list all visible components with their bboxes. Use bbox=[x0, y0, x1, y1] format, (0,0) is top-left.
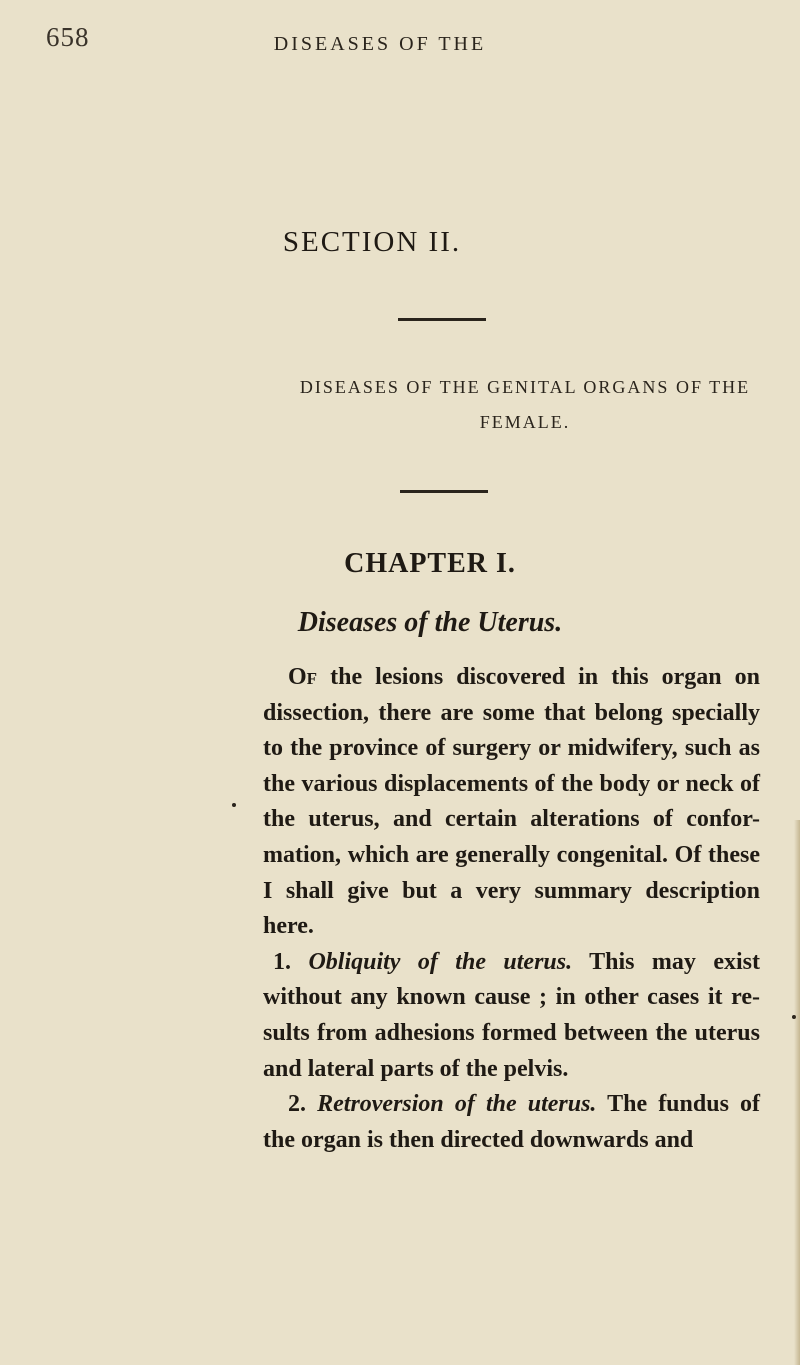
subtitle-line-2: FEMALE. bbox=[479, 412, 571, 432]
divider-rule bbox=[400, 490, 488, 493]
subtitle-line-1: DISEASES OF THE GENITAL ORGANS OF THE bbox=[299, 377, 751, 397]
margin-speck bbox=[232, 803, 236, 807]
item-title: Obliquity of the uterus. bbox=[308, 948, 573, 975]
paragraph-text: the lesions discovered in this organ on dissection, there are some that belong specially to the province of surgery or midwifery, such as the various displacements of the body or neck of the uterus, and certain alterations of confor-mation, which are generally congenital. Of these I shall give but a very summary description here. bbox=[263, 664, 760, 940]
page-edge-shadow bbox=[794, 820, 800, 1365]
body-text bbox=[263, 660, 760, 1158]
chapter-heading: CHAPTER I. bbox=[344, 548, 516, 579]
section-subtitle bbox=[250, 370, 800, 440]
list-item bbox=[263, 945, 760, 1087]
running-head: DISEASES OF THE bbox=[273, 33, 487, 55]
item-number: 1. bbox=[273, 948, 291, 975]
chapter-title: Diseases of the Uterus. bbox=[297, 607, 563, 638]
item-text: The fundus of the organ is then directed downwards and bbox=[263, 1091, 760, 1153]
section-heading: SECTION II. bbox=[282, 226, 462, 258]
item-title: Retroversion of the uterus. bbox=[317, 1091, 597, 1118]
list-item bbox=[263, 1087, 760, 1158]
item-text: This may exist without any known cause ; in other cases it re-sults from adhesions formed between the uterus and lateral parts of the pelvis. bbox=[263, 948, 760, 1082]
item-number: 2. bbox=[288, 1091, 306, 1118]
page-number: 658 bbox=[46, 22, 90, 52]
divider-rule bbox=[398, 318, 486, 321]
drop-word: Of bbox=[288, 664, 318, 690]
paragraph bbox=[263, 660, 760, 945]
